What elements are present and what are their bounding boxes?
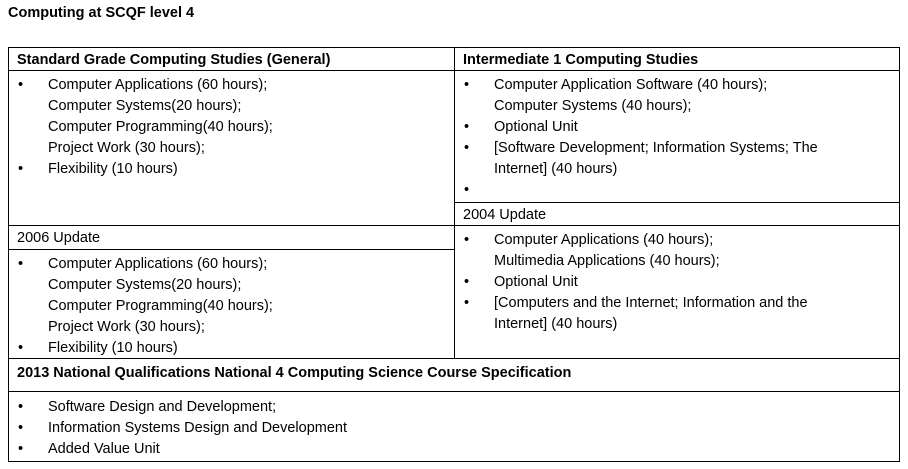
list-item-text: Optional Unit xyxy=(494,274,578,290)
list-item xyxy=(455,75,899,117)
bullet-icon: • xyxy=(464,77,470,93)
std-2006-items-cell xyxy=(8,249,455,359)
list-item-text: Internet] (40 hours) xyxy=(494,316,618,332)
list-item-text: Computer Applications (40 hours); xyxy=(494,232,714,248)
bullet-icon: • xyxy=(18,399,24,415)
list-item-text: Computer Systems (40 hours); xyxy=(494,98,692,114)
list-item xyxy=(455,230,899,272)
bullet-icon: • xyxy=(464,274,470,290)
bullet-icon: • xyxy=(464,119,470,135)
nat4-list xyxy=(9,397,899,460)
list-item xyxy=(455,117,899,138)
list-item xyxy=(9,397,899,418)
bullet-icon: • xyxy=(464,182,470,198)
bullet-icon: • xyxy=(464,232,470,248)
list-item-text: Computer Applications (60 hours); xyxy=(48,256,268,272)
bullet-icon: • xyxy=(18,340,24,356)
nat4-header: 2013 National Qualifications National 4 Computing Science Course Specification xyxy=(17,365,572,381)
list-item xyxy=(9,418,899,439)
bullet-icon: • xyxy=(18,161,24,177)
bullet-icon: • xyxy=(18,256,24,272)
list-item-text: Software Design and Development; xyxy=(48,399,277,415)
list-item-text: Computer Programming(40 hours); xyxy=(48,119,273,135)
int1-list xyxy=(455,75,899,201)
list-item-text: Project Work (30 hours); xyxy=(48,319,205,335)
list-item xyxy=(9,338,454,359)
list-item-text: Computer Systems(20 hours); xyxy=(48,98,242,114)
std-grade-list xyxy=(9,75,454,180)
int1-2004-label-cell xyxy=(454,202,900,226)
list-item xyxy=(9,439,899,460)
list-item-text: Computer Application Software (40 hours); xyxy=(494,77,768,93)
list-item xyxy=(455,272,899,293)
list-item xyxy=(9,159,454,180)
list-item-text: Flexibility (10 hours) xyxy=(48,161,178,177)
list-item-text: Project Work (30 hours); xyxy=(48,140,205,156)
int1-items-cell xyxy=(454,70,900,203)
list-item xyxy=(9,254,454,338)
nat4-items-cell xyxy=(8,391,900,462)
list-item-text xyxy=(494,180,899,201)
list-item xyxy=(455,138,899,180)
bullet-icon: • xyxy=(18,441,24,457)
list-item-text: Multimedia Applications (40 hours); xyxy=(494,253,720,269)
int1-2004-label: 2004 Update xyxy=(463,207,547,223)
document-title: Computing at SCQF level 4 xyxy=(8,5,195,21)
list-item-text: Added Value Unit xyxy=(48,441,160,457)
list-item-text: Internet] (40 hours) xyxy=(494,161,618,177)
std-2006-label-cell xyxy=(8,225,455,250)
std-2006-label: 2006 Update xyxy=(17,230,101,246)
bullet-icon: • xyxy=(18,420,24,436)
nat4-header-cell xyxy=(8,358,900,392)
list-item-text: Information Systems Design and Development xyxy=(48,420,348,436)
list-item-text: [Computers and the Internet; Information and the xyxy=(494,295,808,311)
bullet-icon: • xyxy=(18,77,24,93)
int1-2004-list xyxy=(455,230,899,335)
std-2006-list xyxy=(9,254,454,359)
bullet-icon: • xyxy=(464,295,470,311)
list-item-text: Flexibility (10 hours) xyxy=(48,340,178,356)
std-grade-items-cell xyxy=(8,70,455,226)
list-item-text: Computer Applications (60 hours); xyxy=(48,77,268,93)
list-item-text: Computer Systems(20 hours); xyxy=(48,277,242,293)
list-item xyxy=(455,180,899,201)
std-grade-header: Standard Grade Computing Studies (General) xyxy=(17,52,331,68)
int1-2004-items-cell xyxy=(454,225,900,359)
bullet-icon: • xyxy=(464,140,470,156)
list-item-text: Optional Unit xyxy=(494,119,578,135)
int1-header: Intermediate 1 Computing Studies xyxy=(463,52,699,68)
list-item xyxy=(455,293,899,335)
int1-header-cell xyxy=(454,47,900,71)
list-item-text: [Software Development; Information Systems; The xyxy=(494,140,818,156)
std-grade-header-cell xyxy=(8,47,455,71)
list-item xyxy=(9,75,454,159)
list-item-text: Computer Programming(40 hours); xyxy=(48,298,273,314)
